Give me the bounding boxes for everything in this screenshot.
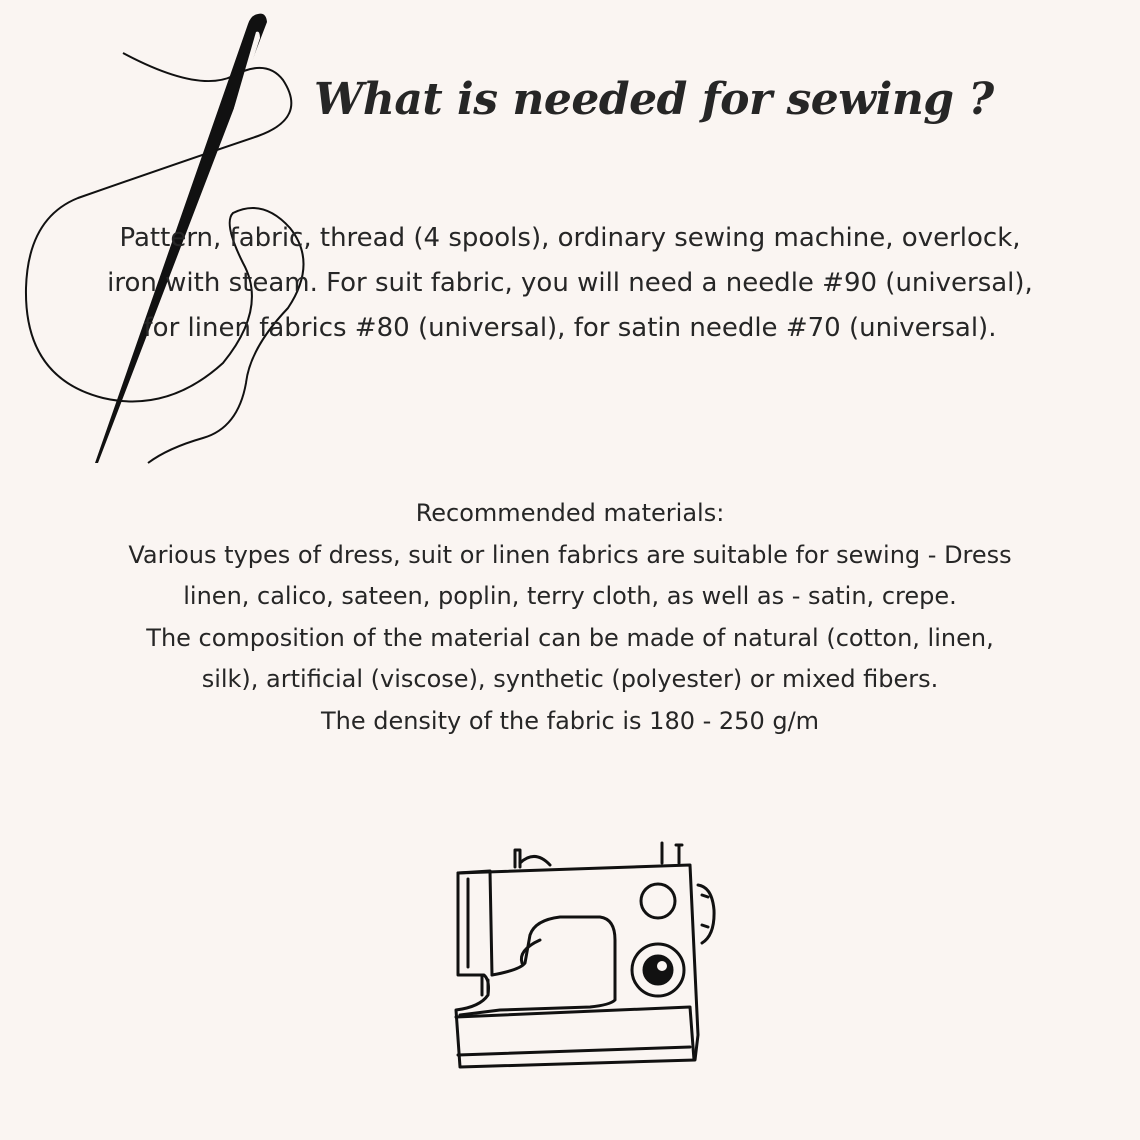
materials-line: The composition of the material can be made of natural (cotton, linen, [146,623,994,652]
materials-heading: Recommended materials: [415,499,725,527]
intro-paragraph [30,216,1110,351]
intro-line: iron with steam. For suit fabric, you will need a needle #90 (universal), [107,268,1033,298]
intro-line: Pattern, fabric, thread (4 spools), ordinary sewing machine, overlock, [119,223,1021,253]
sewing-machine-icon [440,835,730,1085]
materials-line: Various types of dress, suit or linen fabrics are suitable for sewing - Dress [128,540,1012,569]
materials-line: The density of the fabric is 180 - 250 g/m [320,706,820,735]
materials-line: silk), artificial (viscose), synthetic (polyester) or mixed fibers. [201,665,939,693]
intro-line: for linen fabrics #80 (universal), for satin needle #70 (universal). [143,313,997,343]
materials-line: linen, calico, sateen, poplin, terry cloth, as well as - satin, crepe. [183,582,957,610]
page-title: What is needed for sewing ? [314,74,994,125]
materials-section [40,493,1100,742]
